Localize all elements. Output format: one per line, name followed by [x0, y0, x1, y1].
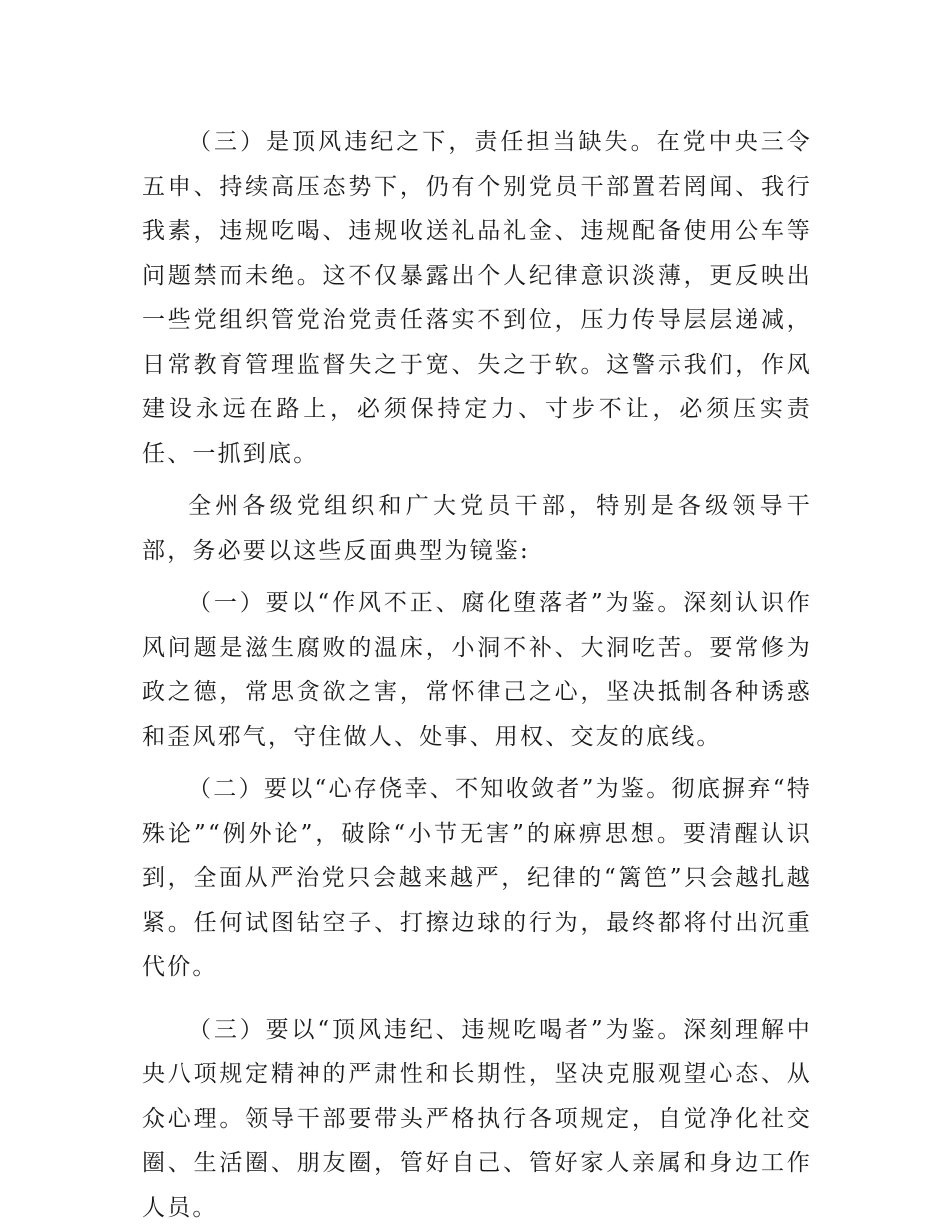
paragraph-lesson-three: （三）要以“顶风违纪、违规吃喝者”为鉴。深刻理解中央八项规定精神的严肃性和长期性，坚决克服观望心态、从众心理。领导干部要带头严格执行各项规定，自觉净化社交圈、生活圈、朋友圈，管好自己、管好家人亲属和身边工作人员。: [142, 1016, 812, 1221]
document-body: [142, 120, 812, 1230]
paragraph-lesson-one: （一）要以“作风不正、腐化堕落者”为鉴。深刻认识作风问题是滋生腐败的温床，小洞不补、大洞吃苦。要常修为政之德，常思贪欲之害，常怀律己之心，坚决抵制各种诱惑和歪风邪气，守住做人、处事、用权、交友的底线。: [142, 590, 812, 750]
paragraph-responsibility-lapse: （三）是顶风违纪之下，责任担当缺失。在党中央三令五申、持续高压态势下，仍有个别党员干部置若罔闻、我行我素，违规吃喝、违规收送礼品礼金、违规配备使用公车等问题禁而未绝。这不仅暴露出个人纪律意识淡薄，更反映出一些党组织管党治党责任落实不到位，压力传导层层递减，日常教育管理监督失之于宽、失之于软。这警示我们，作风建设永远在路上，必须保持定力、寸步不让，必须压实责任、一抓到底。: [142, 129, 812, 467]
paragraph-call-to-action: 全州各级党组织和广大党员干部，特别是各级领导干部，务必要以这些反面典型为镜鉴:: [142, 493, 812, 564]
paragraph-lesson-two: （二）要以“心存侥幸、不知收敛者”为鉴。彻底摒弃“特殊论”“例外论”，破除“小节无害”的麻痹思想。要清醒认识到，全面从严治党只会越来越严，纪律的“篱笆”只会越扎越紧。任何试图钻空子、打擦边球的行为，最终都将付出沉重代价。: [142, 776, 812, 980]
